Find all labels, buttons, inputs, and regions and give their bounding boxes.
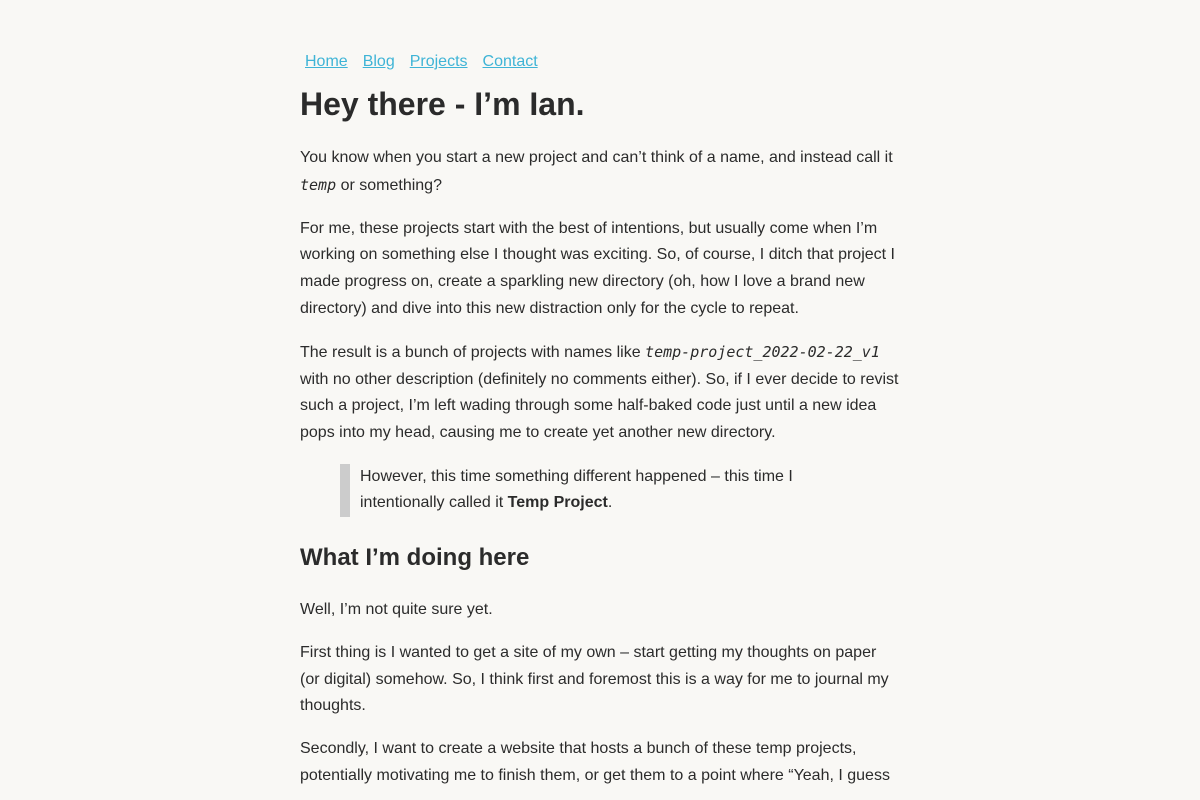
nav-link-projects[interactable]: Projects	[409, 53, 468, 70]
quote-text-part: However, this time something different happened – this time I intentionally called it	[360, 467, 793, 512]
intro-paragraph-3	[300, 339, 900, 447]
section-paragraph-3: Secondly, I want to create a website that hosts a bunch of these temp projects, potentially motivating me to finish them, or get them to a point where “Yeah, I guess	[300, 740, 890, 784]
intro-text: with no other description (definitely no comments either). So, if I ever decide to revist such a project, I’m left wading through some half-baked code just until a new idea pops into my head, causing me to create yet another new directory.	[300, 370, 899, 442]
nav-link-contact[interactable]: Contact	[482, 53, 538, 70]
quote-text-part: .	[607, 494, 613, 512]
section-heading: What I’m doing here	[300, 543, 530, 571]
intro-text: You know when you start a new project and can’t think of a name, and instead call it	[300, 149, 893, 166]
section-heading-wrap	[300, 543, 900, 573]
intro-text: or something?	[336, 176, 442, 194]
blockquote	[340, 464, 800, 517]
nav-link-home[interactable]: Home	[305, 53, 348, 70]
inline-code-temp: temp	[300, 175, 337, 194]
intro-paragraph-2: For me, these projects start with the best of intentions, but usually come when I’m working on something else I thought was exciting. So, of course, I ditch that project I made progress on, create a sparkling new directory (oh, how I love a brand new directory) and dive into this new distraction only for the cycle to repeat.	[300, 219, 895, 317]
inline-code-project-name: temp-project_2022-02-22_v1	[645, 342, 880, 361]
quote-text	[360, 464, 800, 517]
intro-paragraph-1	[300, 145, 900, 200]
page-title: Hey there - I’m Ian.	[300, 86, 585, 122]
page-content	[300, 0, 900, 790]
quote-strong: Temp Project	[507, 494, 608, 512]
section-paragraph-1: Well, I’m not quite sure yet.	[300, 600, 493, 618]
section-paragraph-2: First thing is I wanted to get a site of my own – start getting my thoughts on paper (or digital) somehow. So, I think first and foremost this is a way for me to journal my thoughts.	[300, 643, 889, 715]
top-nav	[305, 52, 900, 72]
nav-link-blog[interactable]: Blog	[362, 53, 395, 70]
intro-text: The result is a bunch of projects with names like	[300, 343, 646, 361]
